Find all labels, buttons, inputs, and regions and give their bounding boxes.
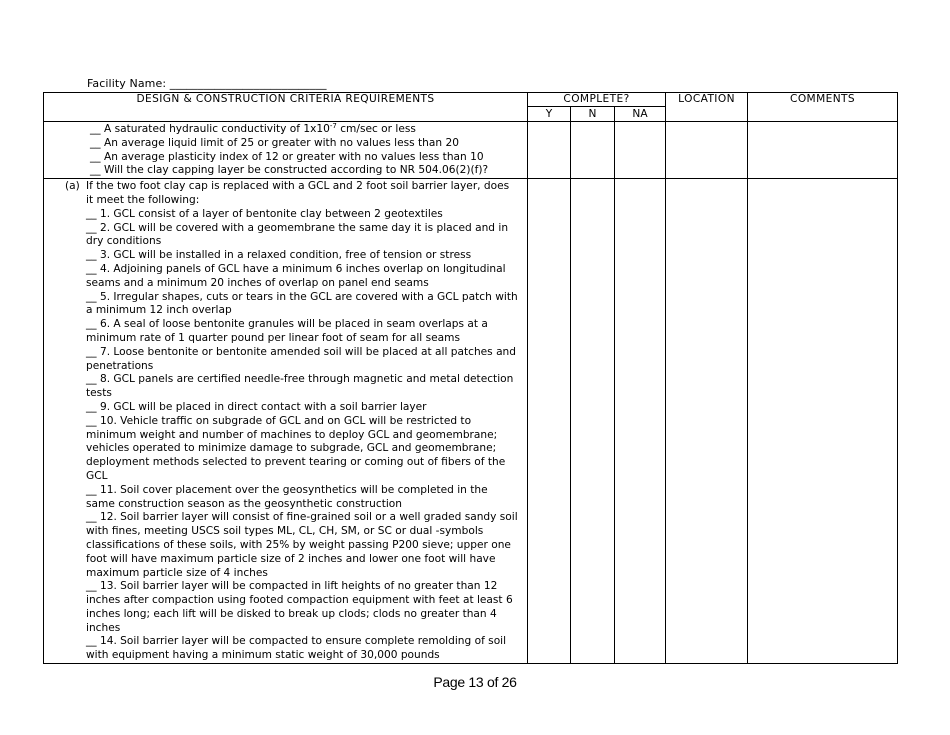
requirement-line: __ 11. Soil cover placement over the geosynthetics will be completed in the same construction season as the geosynthetic construction xyxy=(86,483,488,510)
requirement-line: __ 10. Vehicle traffic on subgrade of GCL and on GCL will be restricted to minimum weight and number of machines to deploy GCL and geomembrane; vehicles operated to minimize damage to subgrade, GCL and geomembrane; deployment methods selected to prevent tearing or coming out of fibers of the GCL xyxy=(86,414,506,482)
facility-name-field: Facility Name: ____________________________ xyxy=(87,77,327,90)
complete-n-cell[interactable] xyxy=(571,179,615,664)
page-number: Page 13 of 26 xyxy=(433,674,517,690)
complete-y-header: Y xyxy=(528,107,571,122)
requirement-line: __ Will the clay capping layer be constructed according to NR 504.06(2)(f)? xyxy=(90,164,489,177)
comments-cell[interactable] xyxy=(748,122,898,179)
requirement-line: __ 4. Adjoining panels of GCL have a minimum 6 inches overlap on longitudinal seams and a minimum 20 inches of overlap on panel end seams xyxy=(86,262,506,289)
requirement-line: __ 2. GCL will be covered with a geomembrane the same day it is placed and in dry conditions xyxy=(86,221,509,248)
requirement-line: If the two foot clay cap is replaced with a GCL and 2 foot soil barrier layer, does it meet the following: xyxy=(86,180,510,206)
complete-n-cell[interactable] xyxy=(571,122,615,179)
requirement-line: __ 6. A seal of loose bentonite granules will be placed in seam overlaps at a minimum rate of 1 quarter pound per linear foot of seam for all seams xyxy=(86,318,488,344)
comments-cell[interactable] xyxy=(748,179,898,664)
requirement-line: __ A saturated hydraulic conductivity of $1x10^{-7}$ cm/sec or less xyxy=(90,122,416,135)
requirement-line: __ 5. Irregular shapes, cuts or tears in the GCL are covered with a GCL patch with a minimum 12 inch overlap xyxy=(86,290,518,317)
requirement-line: __ 8. GCL panels are certified needle-free through magnetic and metal detection tests xyxy=(86,373,514,400)
requirement-line: __ 7. Loose bentonite or bentonite amended soil will be placed at all patches and penetrations xyxy=(86,345,516,372)
requirements-header: DESIGN & CONSTRUCTION CRITERIA REQUIREMENTS xyxy=(44,93,528,122)
requirement-line: __ 12. Soil barrier layer will consist of fine-grained soil or a well graded sandy soil with fines, meeting USCS soil types ML, CL, CH, SM, or SC or dual -symbols classifications of these soils, with 25% by weight passing P200 sieve; upper one foot will have maximum particle size of 2 inches and lower one foot will have maximum particle size of 4 inches xyxy=(86,511,518,579)
table-row xyxy=(44,122,898,179)
location-cell[interactable] xyxy=(666,179,748,664)
item-label: (a) xyxy=(65,180,80,193)
complete-na-cell[interactable] xyxy=(615,179,666,664)
comments-header: COMMENTS xyxy=(748,93,898,122)
complete-header: COMPLETE? xyxy=(528,93,666,107)
requirement-line: __ An average liquid limit of 25 or greater with no values less than 20 xyxy=(90,136,459,149)
complete-na-header: NA xyxy=(615,107,666,122)
requirement-line: __ An average plasticity index of 12 or greater with no values less than 10 xyxy=(90,150,484,163)
complete-n-header: N xyxy=(571,107,615,122)
complete-y-cell[interactable] xyxy=(528,179,571,664)
complete-na-cell[interactable] xyxy=(615,122,666,179)
requirement-line: __ 9. GCL will be placed in direct contact with a soil barrier layer xyxy=(86,400,427,413)
requirement-cell xyxy=(44,122,528,179)
requirement-line: __ 14. Soil barrier layer will be compacted to ensure complete remolding of soil with equipment having a minimum static weight of 30,000 pounds xyxy=(86,635,507,662)
header-row xyxy=(44,93,898,107)
criteria-table xyxy=(43,92,898,664)
requirement-line: __ 3. GCL will be installed in a relaxed condition, free of tension or stress xyxy=(86,249,472,262)
requirement-line: __ 1. GCL consist of a layer of bentonite clay between 2 geotextiles xyxy=(86,207,443,220)
table-row xyxy=(44,179,898,664)
requirement-line: __ 13. Soil barrier layer will be compacted in lift heights of no greater than 12 inches after compaction using footed compaction equipment with feet at least 6 inches long; each lift will be disked to break up clods; clods no greater than 4 inches xyxy=(86,580,513,634)
location-cell[interactable] xyxy=(666,122,748,179)
requirement-cell xyxy=(44,179,528,664)
location-header: LOCATION xyxy=(666,93,748,122)
complete-y-cell[interactable] xyxy=(528,122,571,179)
